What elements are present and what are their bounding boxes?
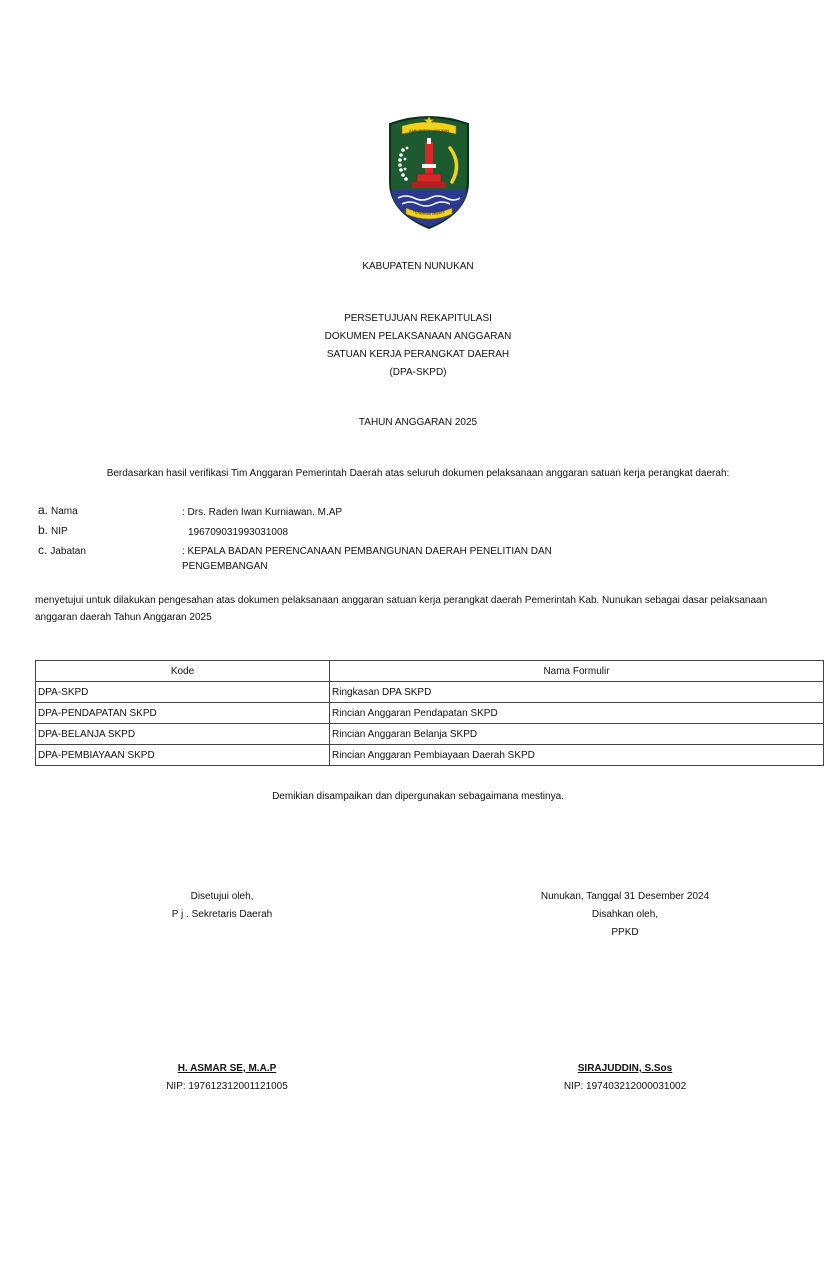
table-row: [36, 682, 824, 703]
signature-block-left: [122, 888, 322, 924]
signer-right: [525, 1060, 725, 1096]
table-cell-code: DPA-SKPD: [36, 682, 330, 703]
signer-nip: NIP: 197403212000031002: [563, 1081, 687, 1092]
field-nip-label: b. NIP: [38, 523, 68, 537]
title-line-1: PERSETUJUAN REKAPITULASI: [344, 313, 492, 324]
column-header-form-name: Nama Formulir: [330, 661, 824, 682]
emblem-motto-text: PENEKINDI DEBAYA: [412, 209, 446, 217]
table-cell-form-name: Ringkasan DPA SKPD: [330, 682, 824, 703]
table-row: [36, 703, 824, 724]
table-cell-code: DPA-BELANJA SKPD: [36, 724, 330, 745]
signer-position: P j . Sekretaris Daerah: [171, 909, 273, 920]
signer-position: PPKD: [611, 927, 639, 938]
table-cell-form-name: Rincian Anggaran Belanja SKPD: [330, 724, 824, 745]
forms-table: [35, 660, 824, 766]
table-cell-form-name: Rincian Anggaran Pembiayaan Daerah SKPD: [330, 745, 824, 766]
title-line-3: SATUAN KERJA PERANGKAT DAERAH: [326, 349, 510, 360]
field-position-value: : KEPALA BADAN PERENCANAAN PEMBANGUNAN DAERAH PENELITIAN DAN PENGEMBANGAN: [182, 546, 552, 572]
document-title: [0, 310, 836, 382]
field-nip-value: 196709031993031008: [188, 527, 289, 538]
table-cell-form-name: Rincian Anggaran Pendapatan SKPD: [330, 703, 824, 724]
signer-name: SIRAJUDDIN, S.Sos: [577, 1063, 673, 1074]
regency-emblem-icon: [384, 112, 474, 230]
region-name: KABUPATEN NUNUKAN: [362, 261, 474, 272]
approval-paragraph: menyetujui untuk dilakukan pengesahan atas dokumen pelaksanaan anggaran satuan kerja perangkat daerah Pemerintah Kab. Nunukan sebagai dasar pelaksanaan anggaran daerah Tahun Anggaran 2025: [35, 595, 768, 623]
table-cell-code: DPA-PEMBIAYAAN SKPD: [36, 745, 330, 766]
table-cell-code: DPA-PENDAPATAN SKPD: [36, 703, 330, 724]
title-line-2: DOKUMEN PELAKSANAAN ANGGARAN: [324, 331, 512, 342]
place-date: Nunukan, Tanggal 31 Desember 2024: [540, 891, 710, 902]
closing-statement: Demikian disampaikan dan dipergunakan sebagaimana mestinya.: [272, 791, 564, 802]
ratification-label: Disahkan oleh,: [591, 909, 659, 920]
table-header-row: [36, 661, 824, 682]
signer-nip: NIP: 197612312001121005: [166, 1081, 288, 1092]
field-letter: c.: [38, 543, 48, 557]
title-line-4: (DPA-SKPD): [389, 367, 447, 378]
intro-paragraph: Berdasarkan hasil verifikasi Tim Anggaran Pemerintah Daerah atas seluruh dokumen pelaksanaan anggaran satuan kerja perangkat daerah:: [106, 468, 730, 479]
fiscal-year: TAHUN ANGGARAN 2025: [358, 417, 478, 428]
column-header-code: Kode: [36, 661, 330, 682]
table-row: [36, 745, 824, 766]
field-position-label: c. Jabatan: [38, 543, 86, 557]
signer-name: H. ASMAR SE, M.A.P: [177, 1063, 277, 1074]
emblem-banner-text: KABUPATEN NUNUKAN: [408, 129, 450, 133]
table-row: [36, 724, 824, 745]
field-letter: b.: [38, 523, 49, 537]
signer-left: [122, 1060, 332, 1096]
field-name-value: : Drs. Raden Iwan Kurniawan. M.AP: [182, 507, 343, 518]
signature-block-right: [525, 888, 725, 942]
field-letter: a.: [38, 503, 49, 517]
field-name-label: a. Nama: [38, 503, 78, 517]
approval-label: Disetujui oleh,: [190, 891, 254, 902]
